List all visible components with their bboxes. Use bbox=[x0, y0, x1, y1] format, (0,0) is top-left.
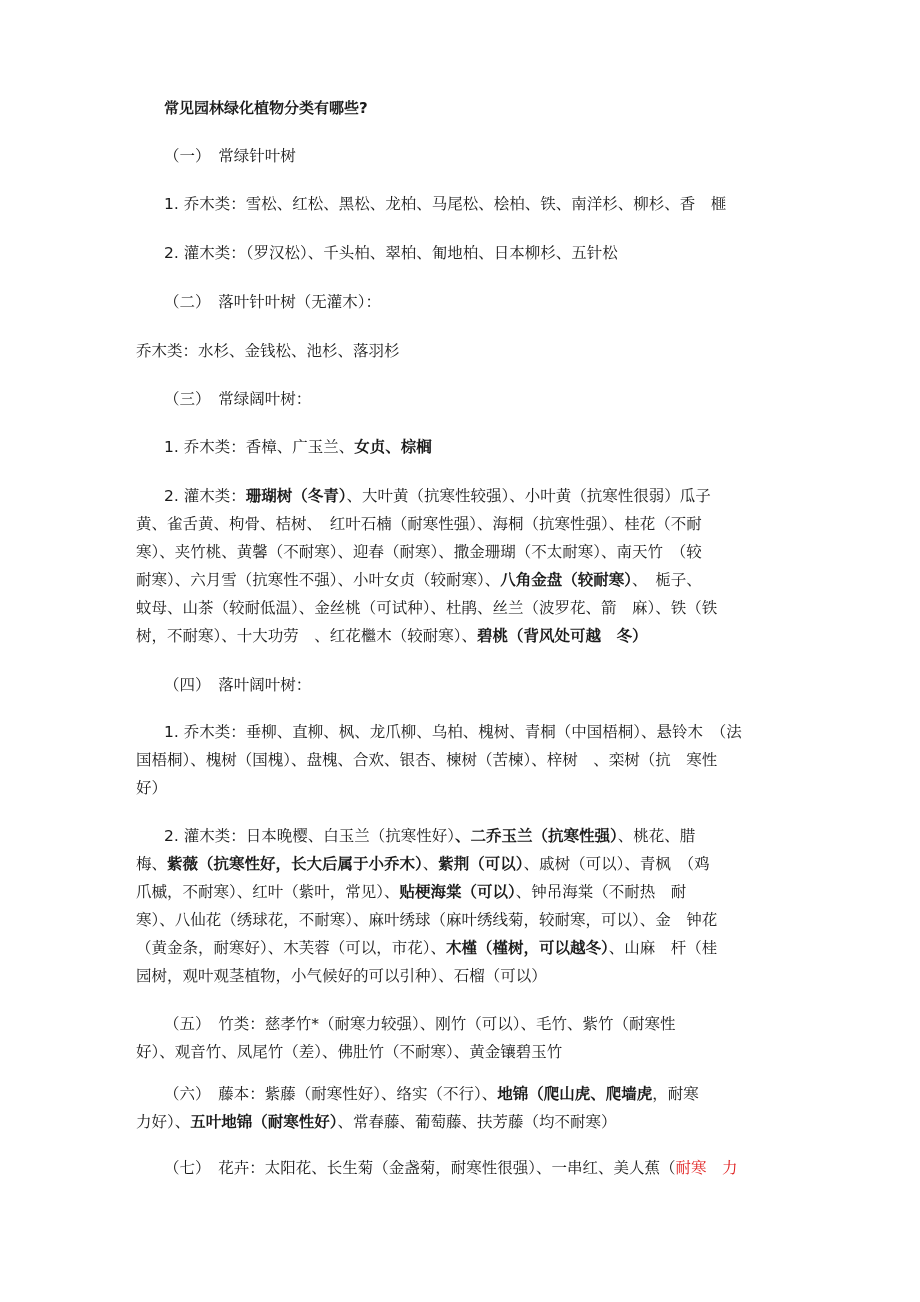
text-line bbox=[136, 570, 702, 590]
text-line: 乔木类：水杉、金钱松、池杉、落羽杉 bbox=[136, 342, 400, 360]
text-run: 、常春藤、葡萄藤、扶芳藤（均不耐寒） bbox=[337, 1113, 617, 1131]
bold-text: 碧桃（背风处可越 冬） bbox=[477, 627, 648, 645]
text-line: 园树，观叶观茎植物，小气候好的可以引种）、石榴（可以） bbox=[136, 967, 547, 985]
text-line: 2. 灌木类：（罗汉松）、千头柏、翠柏、匍地柏、日本柳杉、五针松 bbox=[164, 244, 618, 262]
bold-text: 珊瑚树（冬青） bbox=[245, 487, 347, 505]
text-run: 耐寒）、六月雪（抗寒性不强）、小叶女贞（较耐寒）、 bbox=[136, 571, 501, 589]
bold-text: 地锦（爬山虎、爬墙虎 bbox=[497, 1085, 653, 1103]
bold-text: 紫薇（抗寒性好，长大后属于小乔木） bbox=[167, 855, 423, 873]
text-line bbox=[164, 1084, 699, 1104]
text-line bbox=[164, 1158, 738, 1178]
text-run: 梅、 bbox=[136, 855, 168, 873]
bold-text: 八角金盘（较耐寒） bbox=[500, 571, 633, 589]
text-run: 1. 乔木类：香樟、广玉兰、 bbox=[164, 438, 355, 456]
text-line: 好）、观音竹、凤尾竹（差）、佛肚竹（不耐寒）、黄金镶碧玉竹 bbox=[136, 1043, 563, 1061]
text-line: 国梧桐）、槐树（国槐）、盘槐、合欢、银杏、楝树（苦楝）、梓树 、栾树（抗 寒性 bbox=[136, 751, 718, 769]
text-run: 、戚树（可以）、青枫 （鸡 bbox=[523, 855, 710, 873]
text-run: 树，不耐寒）、十大功劳 、红花檵木（较耐寒）、 bbox=[136, 627, 478, 645]
text-run: 、山麻 杆（桂 bbox=[608, 939, 718, 957]
bold-text: 五叶地锦（耐寒性好） bbox=[190, 1113, 338, 1131]
text-line: 1. 乔木类：垂柳、直柳、枫、龙爪柳、乌柏、槐树、青桐（中国梧桐）、悬铃木 （法 bbox=[164, 723, 742, 741]
text-line bbox=[136, 626, 648, 646]
section-heading: （四） 落叶阔叶树： bbox=[164, 676, 312, 694]
section-heading: （二） 落叶针叶树（无灌木）： bbox=[164, 293, 382, 311]
text-run: 爪槭，不耐寒）、红叶（紫叶，常见）、 bbox=[136, 883, 400, 901]
bold-text: 紫荆（可以） bbox=[438, 855, 524, 873]
bold-text: 木槿（槿树，可以越冬） bbox=[446, 939, 609, 957]
text-run: 力好）、 bbox=[136, 1113, 191, 1131]
text-line bbox=[136, 882, 686, 902]
text-run: （六） 藤本：紫藤（耐寒性好）、络实（不行）、 bbox=[164, 1085, 498, 1103]
text-run: 、桃花、腊 bbox=[617, 827, 696, 845]
text-run: 2. 灌木类：日本晚樱、白玉兰（抗寒性好） bbox=[164, 827, 455, 845]
text-line bbox=[136, 938, 717, 958]
text-run: 2. 灌木类： bbox=[164, 487, 246, 505]
text-run: 、钟吊海棠（不耐热 耐 bbox=[515, 883, 687, 901]
text-run: （黄金条，耐寒好）、木芙蓉（可以，市花）、 bbox=[136, 939, 447, 957]
section-heading: （三） 常绿阔叶树： bbox=[164, 390, 312, 408]
text-run: 、大叶黄（抗寒性较强）、小叶黄（抗寒性很弱）瓜子 bbox=[346, 487, 711, 505]
text-run: ，耐寒 bbox=[652, 1085, 699, 1103]
text-line: 1. 乔木类：雪松、红松、黑松、龙柏、马尾松、桧柏、铁、南洋杉、柳杉、香 榧 bbox=[164, 195, 727, 213]
text-run: （七） 花卉：太阳花、长生菊（金盏菊，耐寒性很强）、一串红、美人蕉（ bbox=[164, 1159, 676, 1177]
text-line: （五） 竹类：慈孝竹*（耐寒力较强）、刚竹（可以）、毛竹、紫竹（耐寒性 bbox=[164, 1015, 676, 1033]
text-line bbox=[164, 486, 711, 506]
highlighted-text: 耐寒 力 bbox=[675, 1159, 738, 1177]
text-line: 寒）、八仙花（绣球花，不耐寒）、麻叶绣球（麻叶绣线菊，较耐寒，可以）、金 钟花 bbox=[136, 911, 718, 929]
text-line bbox=[164, 437, 432, 457]
bold-text: 贴梗海棠（可以） bbox=[399, 883, 516, 901]
text-line bbox=[164, 826, 695, 846]
text-line: 黄、雀舌黄、枸骨、桔树、 红叶石楠（耐寒性强）、海桐（抗寒性强）、桂花（不耐 bbox=[136, 515, 702, 533]
text-line: 寒）、夹竹桃、黄馨（不耐寒）、迎春（耐寒）、撒金珊瑚（不太耐寒）、南天竹 （较 bbox=[136, 543, 702, 561]
bold-text: 、二乔玉兰（抗寒性强） bbox=[454, 827, 618, 845]
text-line: 好） bbox=[136, 779, 168, 797]
section-heading: （一） 常绿针叶树 bbox=[164, 147, 296, 165]
text-line bbox=[136, 1112, 617, 1132]
document-title: 常见园林绿化植物分类有哪些? bbox=[164, 99, 368, 117]
text-line: 蚊母、山茶（较耐低温）、金丝桃（可试种）、杜鹃、丝兰（波罗花、箭 麻）、铁（铁 bbox=[136, 599, 718, 617]
text-run: 、 栀子、 bbox=[632, 571, 702, 589]
bold-text: 女贞、棕榈 bbox=[354, 438, 432, 456]
text-run: 、 bbox=[422, 855, 439, 873]
text-line bbox=[136, 854, 710, 874]
